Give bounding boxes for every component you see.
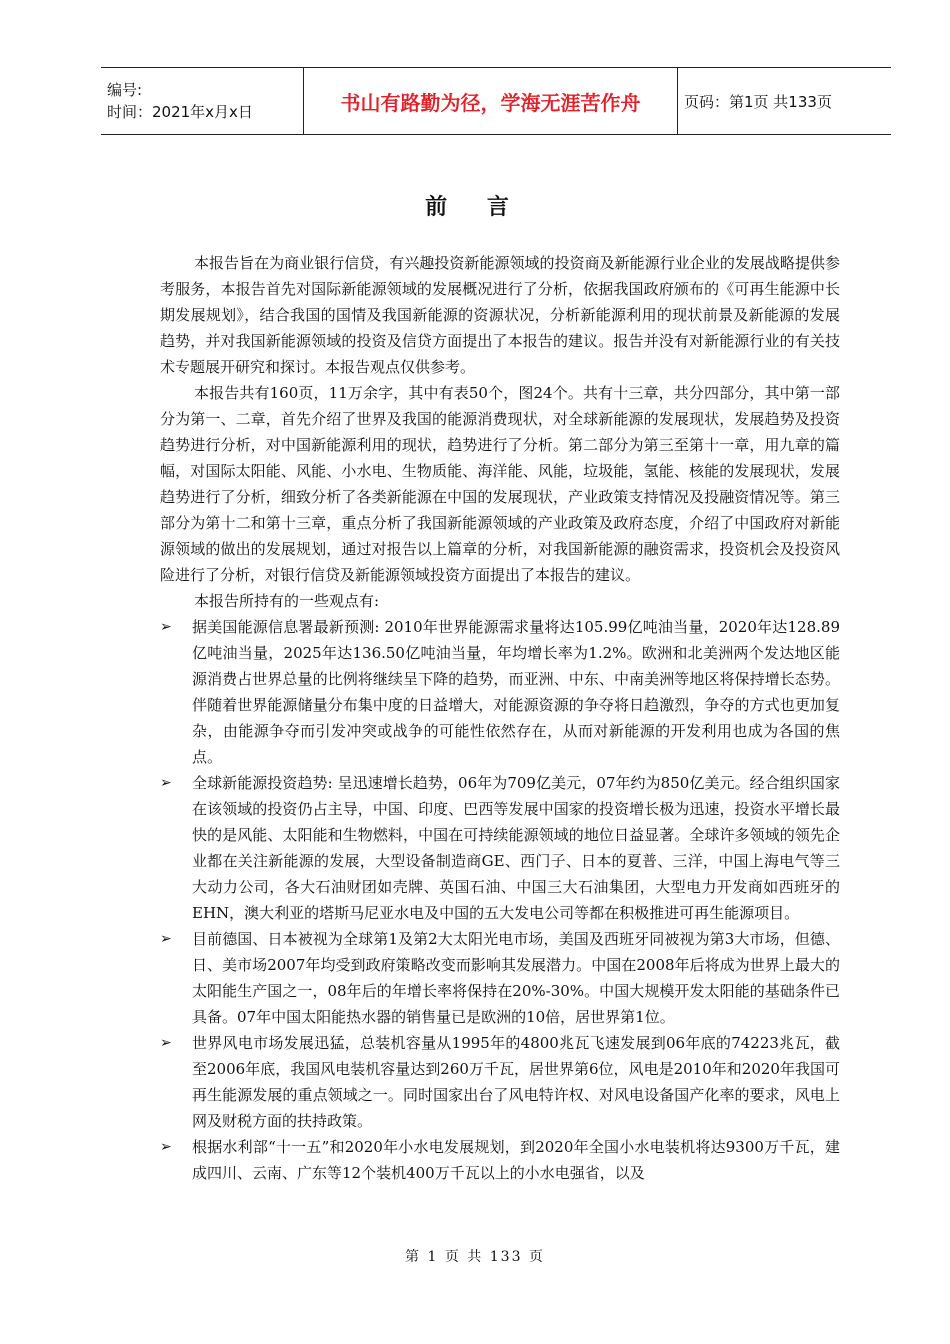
bullet-arrow-icon: ➢ xyxy=(160,1139,172,1155)
paragraph: 本报告旨在为商业银行信贷，有兴趣投资新能源领域的投资商及新能源行业企业的发展战略提供参考服务，本报告首先对国际新能源领域的发展概况进行了分析，依据我国政府颁布的《可再生能源中长期发展规划》，结合我国的国情及我国新能源的资源状况，分析新能源利用的现状前景及新能源的发展趋势，并对我国新能源领域的投资及信贷方面提出了本报告的建议。报告并没有对新能源行业的有关技术专题展开研究和探讨。本报告观点仅供参考。 xyxy=(160,254,840,376)
bullet-item xyxy=(160,1134,840,1186)
bullet-text: 目前德国、日本被视为全球第1及第2大太阳光电市场，美国及西班牙同被视为第3大市场，但德、日、美市场2007年均受到政府策略改变而影响其发展潜力。中国在2008年后将成为世界上最大的太阳能生产国之一，08年后的年增长率将保持在20%-30%。中国大规模开发太阳能的基础条件已具备。07年中国太阳能热水器的销售量已是欧洲的10倍，居世界第1位。 xyxy=(192,930,840,1026)
page-title: 前 言 xyxy=(425,195,525,220)
bullet-text: 世界风电市场发展迅猛，总装机容量从1995年的4800兆瓦飞速发展到06年底的74223兆瓦，截至2006年底，我国风电装机容量达到260万千瓦，居世界第6位，风电是2010年和2020年我国可再生能源发展的重点领域之一。同时国家出台了风电特许权、对风电设备国产化率的要求，风电上网及财税方面的扶持政策。 xyxy=(192,1034,840,1130)
page-info: 页码：第1页 共133页 xyxy=(684,92,832,111)
page-footer: 第 1 页 共 133 页 xyxy=(405,1249,545,1265)
bullet-arrow-icon: ➢ xyxy=(160,931,172,947)
number-label: 编号: xyxy=(107,81,143,99)
bullet-arrow-icon: ➢ xyxy=(160,1035,172,1051)
header-motto-cell xyxy=(304,68,678,134)
page-header xyxy=(101,67,891,135)
bullet-item xyxy=(160,614,840,770)
bullet-item xyxy=(160,770,840,926)
paragraph: 本报告共有160页，11万余字，其中有表50个，图24个。共有十三章，共分四部分，其中第一部分为第一、二章，首先介绍了世界及我国的能源消费现状，对全球新能源的发展现状，发展趋势及投资趋势进行分析，对中国新能源利用的现状，趋势进行了分析。第二部分为第三至第十一章，用九章的篇幅，对国际太阳能、风能、小水电、生物质能、海洋能、风能，垃圾能，氢能、核能的发展现状，发展趋势进行了分析，细致分析了各类新能源在中国的发展现状，产业政策支持情况及投融资情况等。第三部分为第十二和第十三章，重点分析了我国新能源领域的产业政策及政府态度，介绍了中国政府对新能源领域的做出的发展规划，通过对报告以上篇章的分析，对我国新能源的融资需求，投资机会及投资风险进行了分析，对银行信贷及新能源领域投资方面提出了本报告的建议。 xyxy=(160,384,840,584)
bullet-arrow-icon: ➢ xyxy=(160,775,172,791)
bullet-item xyxy=(160,926,840,1030)
bullet-arrow-icon: ➢ xyxy=(160,619,172,635)
motto-text: 书山有路勤为径，学海无涯苦作舟 xyxy=(340,90,641,115)
bullet-text: 据美国能源信息署最新预测: 2010年世界能源需求量将达105.99亿吨油当量，2020年达128.89亿吨油当量，2025年达136.50亿吨油当量，年均增长率为1.2%。欧洲和北美洲两个发达地区能源消费占世界总量的比例将继续呈下降的趋势，而亚洲、中东、中南美洲等地区将保持增长态势。伴随着世界能源储量分布集中度的日益增大，对能源资源的争夺将日趋激烈，争夺的方式也更加复杂，由能源争夺而引发冲突或战争的可能性依然存在，从而对新能源的开发利用也成为各国的焦点。 xyxy=(192,618,840,766)
document-body xyxy=(160,250,840,1186)
bullet-item xyxy=(160,1030,840,1134)
bullet-text: 全球新能源投资趋势: 呈迅速增长趋势，06年为709亿美元，07年约为850亿美元。经合组织国家在该领域的投资仍占主导，中国、印度、巴西等发展中国家的投资增长极为迅速，投资水平增长最快的是风能、太阳能和生物燃料，中国在可持续能源领域的地位日益显著。全球许多领域的领先企业都在关注新能源的发展，大型设备制造商GE、西门子、日本的夏普、三洋，中国上海电气等三大动力公司，各大石油财团如壳牌、英国石油、中国三大石油集团，大型电力开发商如西班牙的EHN，澳大利亚的塔斯马尼亚水电及中国的五大发电公司等都在积极推进可再生能源项目。 xyxy=(192,774,840,922)
header-meta xyxy=(101,68,304,134)
bullet-text: 根据水利部“十一五”和2020年小水电发展规划，到2020年全国小水电装机将达9300万千瓦，建成四川、云南、广东等12个装机400万千瓦以上的小水电强省，以及 xyxy=(192,1138,840,1182)
paragraph: 本报告所持有的一些观点有: xyxy=(194,592,380,610)
header-page-cell xyxy=(678,68,891,134)
time-label: 时间：2021年x月x日 xyxy=(107,103,253,121)
